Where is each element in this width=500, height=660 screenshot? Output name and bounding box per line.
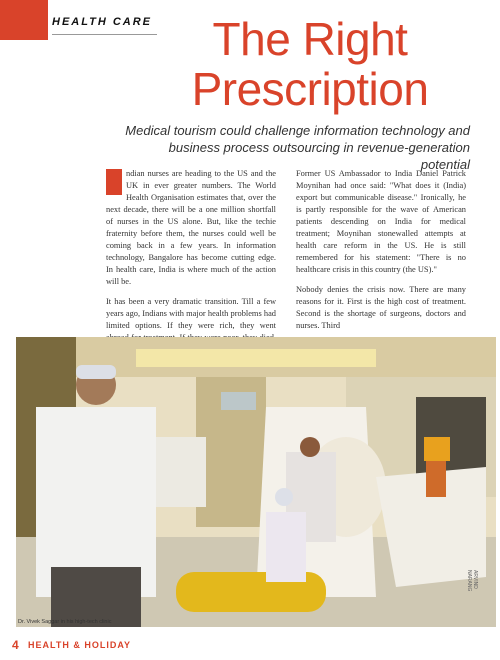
body-paragraph <box>106 168 276 288</box>
body-paragraph: It has been a very dramatic transition. Till a few years ago, Indians with major health problems had limited options. If they were rich, they went <box>106 297 276 330</box>
drop-cap <box>106 169 122 195</box>
section-label: HEALTH CARE <box>52 16 153 28</box>
article-deck: Medical tourism could challenge information technology and business process outsourcing in revenue-generation potential <box>125 123 470 172</box>
body-paragraph: Nobody denies the crisis now. There are many reasons for it. First is the high cost of treatment. Second is the shortage of surgeons, doctors and nurses. Third <box>296 285 466 330</box>
photo-caption: Dr. Vivek Saggar in his high-tech clinic <box>18 619 112 625</box>
section-accent-block <box>0 0 48 40</box>
title-line-2: Prescription <box>191 63 429 115</box>
paragraph-text: ndian nurses are heading to the US and the UK in ever greater numbers. The World Health Organisation estimates that, over the next decade, there will be a one million shortfall of nurses in the US alone. But, like the techie fraternity before them, the nurses could well be coming back in a few years. In information technology, Bangalore has become cutting edge. In health care, India is where much of the action will be. <box>106 169 276 286</box>
title-line-1: The Right <box>212 13 408 65</box>
body-paragraph: Former US Ambassador to India Daniel Patrick Moynihan had once said: "What does it (India) export but communicable disease." Ironically, he is partly responsible for the wave of American patients descending on India for medical treatment; Moynihan stonewalled attempts at health care reform in the US. He is still remembered for his statement: "There is no healthcare crisis in this country (the US)." <box>296 169 466 274</box>
clinic-photo-illustration <box>16 337 496 627</box>
magazine-name: HEALTH & HOLIDAY <box>28 640 132 650</box>
body-column-2 <box>296 168 466 340</box>
section-header <box>0 0 160 40</box>
article-title <box>160 14 460 114</box>
clinic-photo <box>16 337 496 627</box>
section-rule <box>52 34 157 35</box>
page-number: 4 <box>12 638 19 652</box>
photo-credit: ARVIND NARANG <box>466 570 478 592</box>
